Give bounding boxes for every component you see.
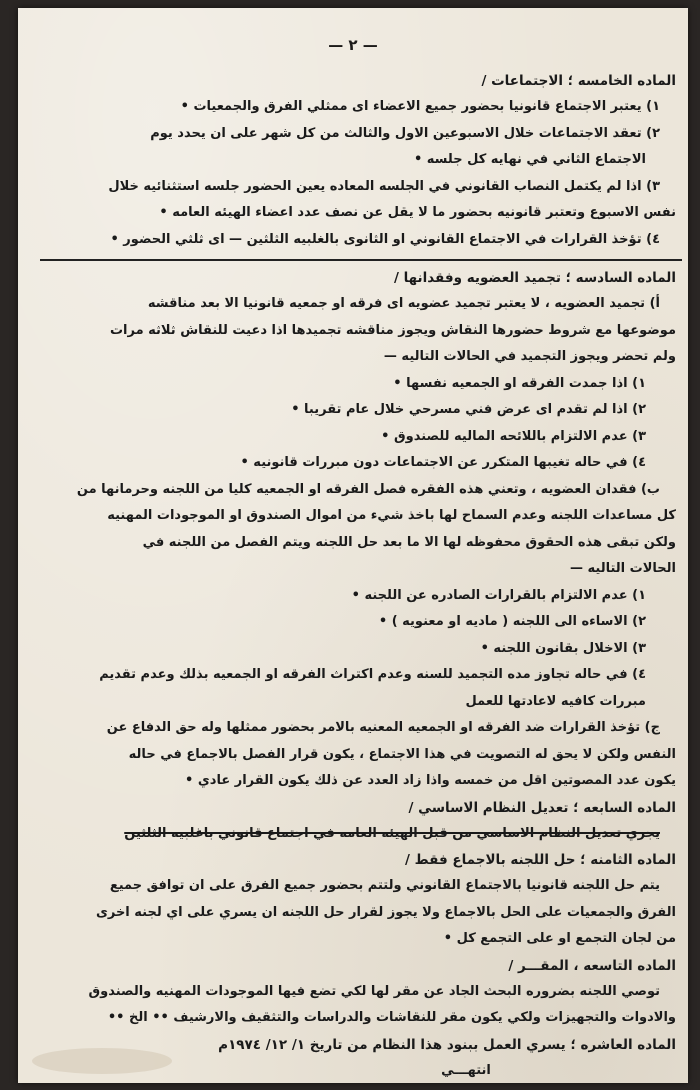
article-8-line-1: يتم حل اللجنه قانونيا بالاجتماع القانوني ولتتم بحضور جميع الفرق على ان توافق جميع (109, 878, 660, 893)
article-6-c-line-2: النفس ولكن لا يحق له التصويت في هذا الاجتماع ، يكون قرار الفصل بالاجماع في حاله (128, 746, 676, 762)
article-6 (46, 265, 676, 795)
article-6-title: الماده السادسه ؛ تجميد العضويه وفقدانها / (393, 270, 676, 286)
article-6-b-line-1: ب) فقدان العضويه ، وتعني هذه الفقره فصل الفرقه او الجمعيه كليا من اللجنه وحرمانها من (76, 481, 660, 497)
article-9-line-1: توصي اللجنه بضروره البحث الجاد عن مقر لها لكي تضع فيها الموجودات المهنيه والصندوق (88, 983, 660, 999)
article-7-title: الماده السابعه ؛ تعديل النظام الاساسي / (408, 799, 676, 816)
article-5-item-1: ١) يعتبر الاجتماع قانونيا بحضور جميع الاعضاء اى ممثلي الفرق والجمعيات • (180, 99, 660, 114)
article-6-a-line-2: موضوعها مع شروط حضورها النقاش ويجوز مناقشه تجميدها اذا دعيت للنقاش ثلاثه مرات (109, 322, 676, 338)
section-divider (40, 259, 682, 261)
article-6-c-line-1: ج) تؤخذ القرارات ضد الفرقه او الجمعيه المعنيه بالامر بحضور ممثلها وله حق الدفاع عن (106, 720, 660, 735)
article-7-struck-body: يجري تعديل النظام الاساسي من قبل الهيئه العامه في اجتماع قانوني باغلبيه الثلثين (124, 825, 660, 841)
article-8-line-3: من لجان التجمع او على التجمع كل • (443, 931, 676, 946)
document-page (18, 8, 688, 1083)
article-6-a-case-4: ٤) في حاله تغيبها المتكرر عن الاجتماعات دون مبررات قانونيه • (240, 455, 646, 470)
article-6-a-line-1: أ) تجميد العضويه ، لا يعتبر تجميد عضويه اى فرقه او جمعيه قانونيا الا بعد مناقشه (147, 296, 660, 311)
article-8-line-2: الفرق والجمعيات على الحل بالاجماع ولا يجوز لقرار حل اللجنه ان يسري على اي لجنه اخرى (95, 904, 676, 920)
article-6-a-case-1: ١) اذا جمدت الفرقه او الجمعيه نفسها • (393, 375, 646, 391)
article-5-item-2: ٢) تعقد الاجتماعات خلال الاسبوعين الاول والثالث من كل شهر على ان يحدد يوم (150, 125, 660, 141)
article-5-item-2-cont: الاجتماع الثاني في نهايه كل جلسه • (413, 152, 646, 167)
article-6-a-case-3: ٣) عدم الالتزام باللائحه الماليه للصندوق • (381, 428, 646, 444)
article-6-c-line-3: يكون عدد المصوتين اقل من خمسه واذا زاد العدد عن ذلك يكون القرار عادي • (185, 773, 676, 788)
article-7 (46, 795, 676, 848)
article-8-title: الماده الثامنه ؛ حل اللجنه بالاجماع فقط / (405, 852, 676, 868)
document-body (46, 68, 676, 1084)
article-5-title: الماده الخامسه ؛ الاجتماعات / (481, 73, 676, 89)
article-5-item-3-cont: نفس الاسبوع وتعتبر قانونيه بحضور ما لا يقل عن نصف عدد اعضاء الهيئه العامه • (159, 205, 676, 220)
article-6-b-case-2: ٢) الاساءه الى اللجنه ( ماديه او معنويه ) • (378, 614, 646, 629)
article-6-b-line-3: ولكن تبقى هذه الحقوق محفوظه لها الا ما بعد حل اللجنه ويتم الفصل من اللجنه في (142, 534, 676, 550)
article-5-item-4: ٤) تؤخذ القرارات في الاجتماع القانوني او الثانوى بالغلبيه الثلثين — اى ثلثي الحضور • (110, 231, 660, 247)
article-5-item-3: ٣) اذا لم يكتمل النصاب القانوني في الجلسه المعاده يعين الحضور جلسه استثنائيه خلال (108, 178, 660, 194)
page-number: — ٢ — (328, 36, 378, 54)
article-6-b-case-4: ٤) في حاله تجاوز مده التجميد للسنه وعدم اكتراث الفرقه او الجمعيه بذلك وعدم تقديم (99, 667, 646, 682)
article-6-b-line-2: كل مساعدات اللجنه وعدم السماح لها باخذ شيء من اموال الصندوق او الموجودات المهنيه (107, 508, 676, 523)
article-9-line-2: والادوات والتجهيزات ولكي يكون مقر للنقاشات والدراسات والتثقيف والارشيف •• الخ •• (107, 1010, 676, 1025)
article-6-b-case-1: ١) عدم الالتزام بالقرارات الصادره عن اللجنه • (351, 587, 646, 603)
article-10-line: الماده العاشره ؛ يسري العمل ببنود هذا النظام من تاريخ ١/ ١٢/ ١٩٧٤م (218, 1036, 676, 1053)
article-10 (46, 1032, 676, 1085)
article-5 (46, 68, 676, 253)
article-8 (46, 847, 676, 953)
article-6-b-case-4-cont: مبررات كافيه لاعادتها للعمل (465, 693, 646, 709)
article-6-b-line-4: الحالات التاليه — (570, 561, 676, 576)
article-6-a-case-2: ٢) اذا لم تقدم اى عرض فني مسرحي خلال عام تقريبا • (291, 402, 646, 417)
article-6-a-line-3: ولم تحضر ويجوز التجميد في الحالات التاليه — (383, 349, 676, 364)
closing-word: انتهـــي (441, 1062, 491, 1078)
article-9 (46, 953, 676, 1032)
article-9-title: الماده التاسعه ، المقـــر / (508, 957, 676, 974)
article-6-b-case-3: ٣) الاخلال بقانون اللجنه • (480, 640, 646, 656)
